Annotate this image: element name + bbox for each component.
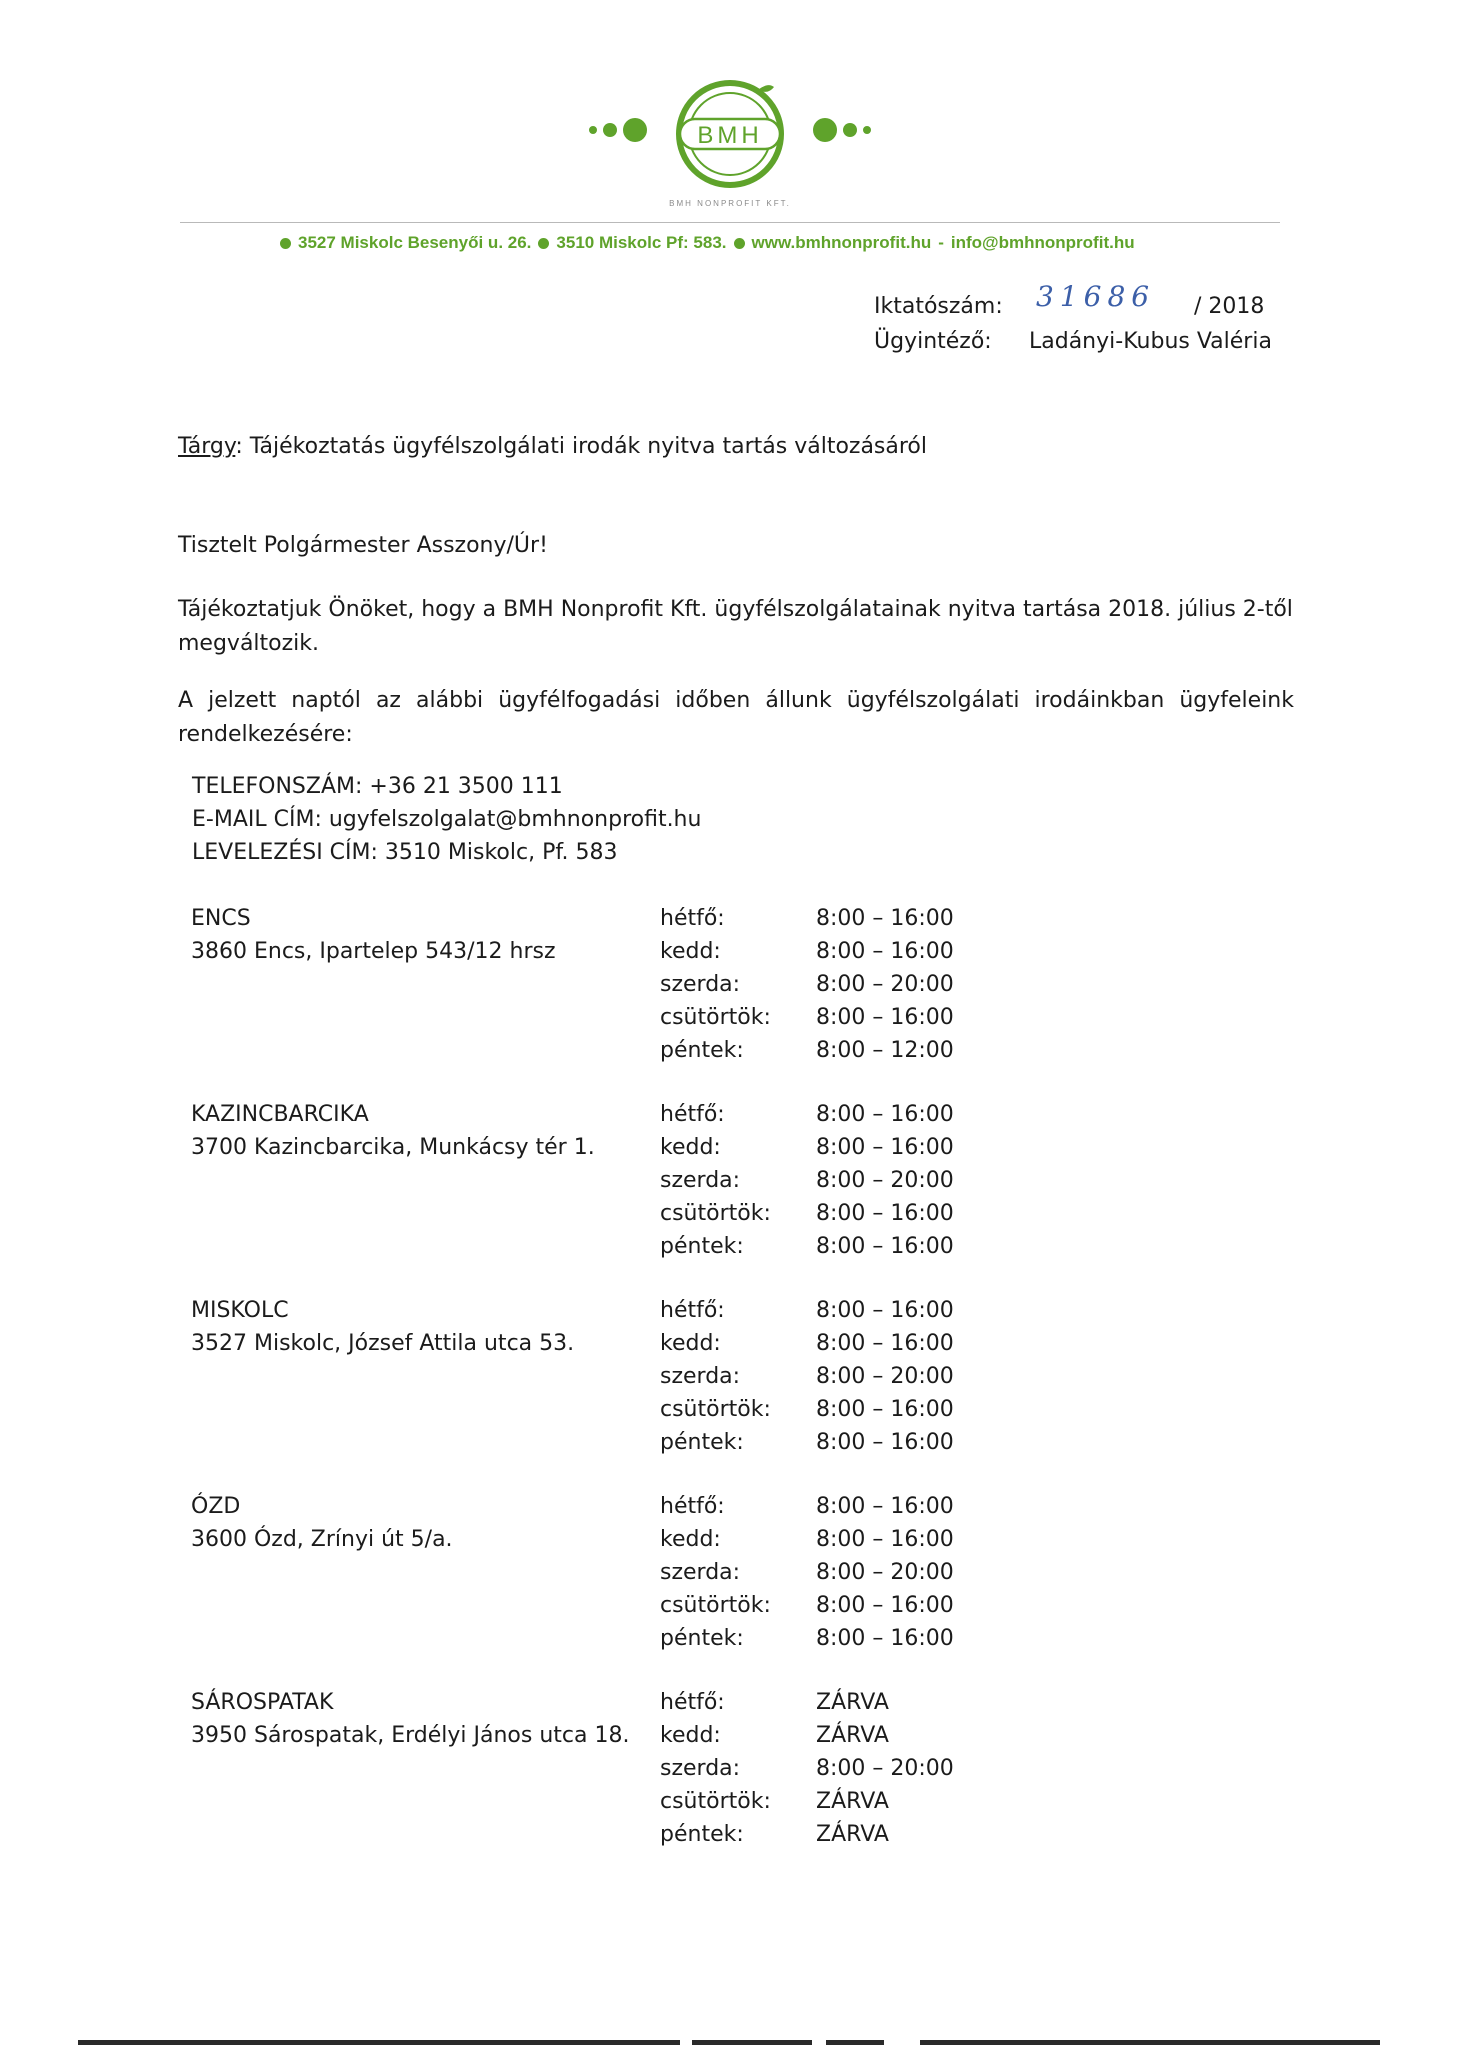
office-sarospatak (0, 1690, 1458, 1860)
hours-row (0, 1234, 1458, 1267)
subject-text: Tájékoztatás ügyfélszolgálati irodák nyitva tartás változásáról (242, 434, 928, 459)
hours-row (0, 1102, 1458, 1135)
letterhead-website[interactable]: www.bmhnonprofit.hu (751, 233, 932, 252)
footer-divider (920, 2040, 1380, 2045)
company-small-text: BMH NONPROFIT KFT. (669, 199, 791, 208)
subject-line (178, 430, 1294, 464)
hours-time: 8:00 – 16:00 (816, 1397, 954, 1422)
hours-time: 8:00 – 16:00 (816, 1331, 954, 1356)
office-ozd (0, 1494, 1458, 1664)
hours-row (0, 1822, 1458, 1855)
hours-row (0, 1364, 1458, 1397)
hours-row (0, 906, 1458, 939)
phone-number: TELEFONSZÁM: +36 21 3500 111 (192, 774, 563, 799)
hours-day: hétfő: (660, 1494, 725, 1519)
hours-row (0, 1494, 1458, 1527)
letterhead-address: 3527 Miskolc Besenyői u. 26. (298, 233, 532, 252)
hours-day: csütörtök: (660, 1789, 771, 1814)
hours-time: ZÁRVA (816, 1789, 889, 1814)
hours-time: ZÁRVA (816, 1822, 889, 1847)
handwritten-reference-number: 31686 (1036, 280, 1156, 313)
office-name: ÓZD (191, 1494, 241, 1519)
office-name: SÁROSPATAK (191, 1690, 334, 1715)
hours-row (0, 1038, 1458, 1071)
hours-row (0, 1593, 1458, 1626)
hours-day: csütörtök: (660, 1005, 771, 1030)
hours-time: 8:00 – 20:00 (816, 1756, 954, 1781)
office-name: KAZINCBARCIKA (191, 1102, 369, 1127)
location-icon (280, 238, 291, 249)
hours-time: 8:00 – 16:00 (816, 1234, 954, 1259)
hours-day: hétfő: (660, 1690, 725, 1715)
hours-day: szerda: (660, 1364, 741, 1389)
footer-divider (692, 2040, 812, 2045)
contact-email: E-MAIL CÍM: ugyfelszolgalat@bmhnonprofit.hu (192, 807, 702, 832)
hours-row (0, 1626, 1458, 1659)
hours-day: hétfő: (660, 906, 725, 931)
letterhead-postal: 3510 Miskolc Pf: 583. (556, 233, 727, 252)
officer-name: Ladányi-Kubus Valéria (1029, 329, 1272, 354)
hours-time: 8:00 – 16:00 (816, 1527, 954, 1552)
footer-divider (78, 2040, 680, 2045)
hours-row (0, 1201, 1458, 1234)
hours-day: szerda: (660, 1168, 741, 1193)
hours-day: szerda: (660, 972, 741, 997)
hours-time: 8:00 – 20:00 (816, 1168, 954, 1193)
hours-day: péntek: (660, 1430, 744, 1455)
hours-time: ZÁRVA (816, 1723, 889, 1748)
hours-day: szerda: (660, 1560, 741, 1585)
office-miskolc (0, 1298, 1458, 1468)
office-address: 3600 Ózd, Zrínyi út 5/a. (191, 1527, 453, 1552)
hours-day: csütörtök: (660, 1201, 771, 1226)
greeting: Tisztelt Polgármester Asszony/Úr! (178, 533, 548, 558)
hours-time: 8:00 – 16:00 (816, 1005, 954, 1030)
hours-row (0, 1005, 1458, 1038)
office-kazincbarcika (0, 1102, 1458, 1272)
hours-row (0, 972, 1458, 1005)
officer-label: Ügyintéző: (874, 329, 992, 354)
hours-day: péntek: (660, 1038, 744, 1063)
hours-row (0, 939, 1458, 972)
hours-time: 8:00 – 16:00 (816, 1102, 954, 1127)
hours-time: 8:00 – 16:00 (816, 1298, 954, 1323)
hours-row (0, 1430, 1458, 1463)
hours-day: péntek: (660, 1822, 744, 1847)
reference-year: / 2018 (1194, 294, 1265, 319)
bmh-logo-graphic (580, 72, 880, 212)
hours-row (0, 1397, 1458, 1430)
hours-time: 8:00 – 16:00 (816, 906, 954, 931)
reference-label: Iktatószám: (874, 294, 1003, 319)
hours-day: szerda: (660, 1756, 741, 1781)
hours-row (0, 1168, 1458, 1201)
hours-day: hétfő: (660, 1298, 725, 1323)
hours-row (0, 1789, 1458, 1822)
office-name: ENCS (191, 906, 251, 931)
hours-row (0, 1135, 1458, 1168)
hours-row (0, 1331, 1458, 1364)
hours-time: 8:00 – 16:00 (816, 1626, 954, 1651)
hours-day: péntek: (660, 1234, 744, 1259)
hours-day: kedd: (660, 1331, 721, 1356)
letterhead-separator: - (938, 233, 944, 252)
office-address: 3950 Sárospatak, Erdélyi János utca 18. (191, 1723, 630, 1748)
hours-row (0, 1527, 1458, 1560)
letterhead-email[interactable]: info@bmhnonprofit.hu (950, 233, 1135, 252)
hours-time: 8:00 – 16:00 (816, 939, 954, 964)
hours-row (0, 1723, 1458, 1756)
hours-row (0, 1298, 1458, 1331)
company-logo (580, 72, 880, 212)
hours-time: 8:00 – 16:00 (816, 1494, 954, 1519)
globe-icon (734, 238, 745, 249)
hours-time: 8:00 – 20:00 (816, 972, 954, 997)
hours-day: kedd: (660, 1527, 721, 1552)
hours-time: 8:00 – 12:00 (816, 1038, 954, 1063)
letterhead-contact-line (280, 232, 1220, 254)
office-name: MISKOLC (191, 1298, 289, 1323)
hours-day: csütörtök: (660, 1397, 771, 1422)
hours-day: csütörtök: (660, 1593, 771, 1618)
postal-address: LEVELEZÉSI CÍM: 3510 Miskolc, Pf. 583 (192, 840, 618, 865)
hours-time: 8:00 – 16:00 (816, 1201, 954, 1226)
hours-row (0, 1756, 1458, 1789)
office-address: 3700 Kazincbarcika, Munkácsy tér 1. (191, 1135, 595, 1160)
hours-time: 8:00 – 16:00 (816, 1430, 954, 1455)
hours-time: 8:00 – 20:00 (816, 1560, 954, 1585)
hours-time: 8:00 – 20:00 (816, 1364, 954, 1389)
header-divider (180, 222, 1280, 223)
footer-divider (826, 2040, 884, 2045)
hours-day: kedd: (660, 1135, 721, 1160)
logo-text: BMH (697, 122, 763, 149)
office-address: 3860 Encs, Ipartelep 543/12 hrsz (191, 939, 556, 964)
hours-day: kedd: (660, 1723, 721, 1748)
paragraph-intro: Tájékoztatjuk Önöket, hogy a BMH Nonprofit Kft. ügyfélszolgálatainak nyitva tartása 2018. július 2-től megváltozik. (178, 597, 1293, 656)
hours-time: 8:00 – 16:00 (816, 1593, 954, 1618)
office-encs (0, 906, 1458, 1076)
hours-day: hétfő: (660, 1102, 725, 1127)
subject-colon: : (235, 434, 243, 459)
mailbox-icon (538, 238, 549, 249)
office-address: 3527 Miskolc, József Attila utca 53. (191, 1331, 575, 1356)
subject-label: Tárgy (178, 434, 236, 459)
hours-time: 8:00 – 16:00 (816, 1135, 954, 1160)
paragraph-hours-intro: A jelzett naptól az alábbi ügyfélfogadási időben állunk ügyfélszolgálati irodáinkban ügyfeleink rendelkezésére: (178, 688, 1294, 747)
hours-row (0, 1690, 1458, 1723)
hours-time: ZÁRVA (816, 1690, 889, 1715)
hours-day: kedd: (660, 939, 721, 964)
hours-row (0, 1560, 1458, 1593)
hours-day: péntek: (660, 1626, 744, 1651)
